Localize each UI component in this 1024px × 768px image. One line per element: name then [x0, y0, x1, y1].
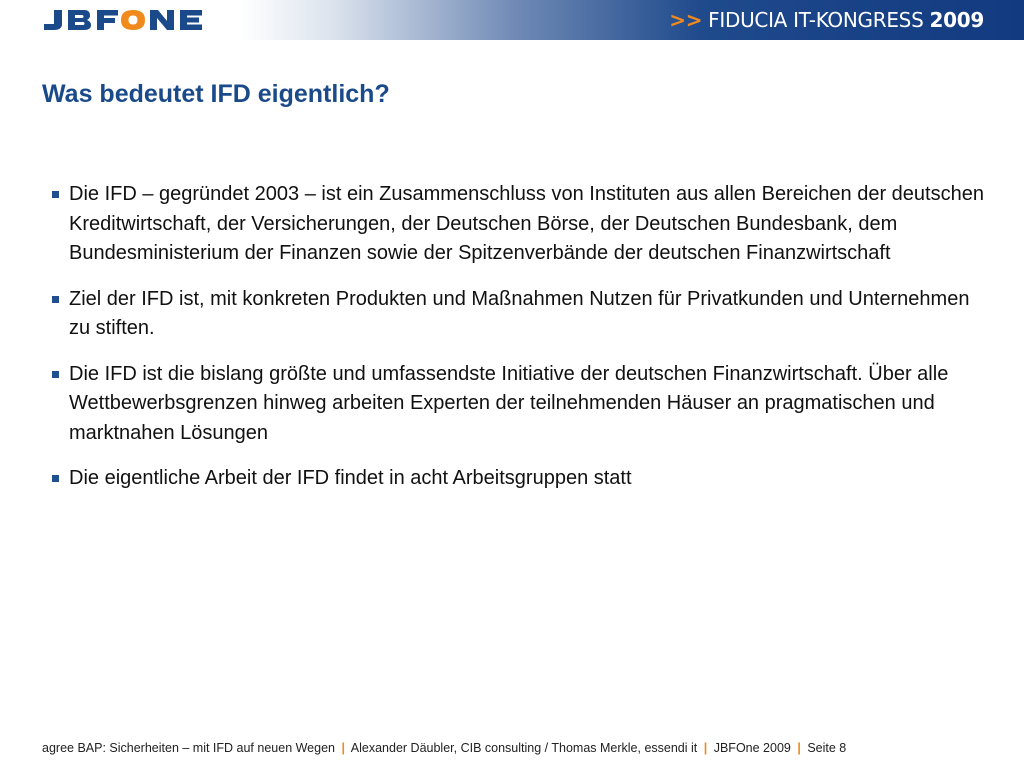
square-bullet-icon [52, 371, 59, 378]
bullet-item [52, 180, 992, 269]
slide-title: Was bedeutet IFD eigentlich? [42, 80, 390, 108]
congress-banner [669, 7, 984, 33]
bullet-text: Ziel der IFD ist, mit konkreten Produkten und Maßnahmen Nutzen für Privatkunden und Unternehmen zu stiften. [69, 287, 970, 339]
logo-text: JBFONE [40, 7, 44, 8]
footer [42, 741, 1002, 755]
footer-separator: | [797, 741, 801, 755]
footer-page-number: Seite 8 [807, 741, 847, 755]
congress-title: FIDUCIA IT-KONGRESS [708, 8, 924, 32]
bullet-text: Die IFD – gegründet 2003 – ist ein Zusammenschluss von Instituten aus allen Bereichen der deutschen Kreditwirtschaft, der Versicherungen, der Deutschen Börse, der Deutschen Bundesbank, dem Bundesministerium der Finanzen sowie der Spitzenverbände der deutschen Finanzwirtschaft [69, 183, 984, 264]
square-bullet-icon [52, 191, 59, 198]
bullet-text: Die eigentliche Arbeit der IFD findet in acht Arbeitsgruppen statt [69, 467, 632, 489]
congress-arrows: >> [669, 8, 703, 32]
bullet-item [52, 464, 992, 494]
square-bullet-icon [52, 296, 59, 303]
bullet-item [52, 285, 992, 344]
footer-separator: | [341, 741, 345, 755]
bullet-list [52, 180, 992, 510]
footer-event: JBFOne 2009 [713, 741, 791, 755]
bullet-text: Die IFD ist die bislang größte und umfassendste Initiative der deutschen Finanzwirtschaft. Über alle Wettbewerbsgrenzen hinweg arbeiten Experten der teilnehmenden Häuser an pragmatischen und marktnahen Lösungen [69, 362, 949, 444]
congress-year: 2009 [929, 8, 984, 32]
footer-separator: | [703, 741, 708, 755]
footer-topic: agree BAP: Sicherheiten – mit IFD auf neuen Wegen [42, 741, 335, 755]
bullet-item [52, 360, 992, 449]
header-bar [0, 0, 1024, 40]
jbfone-logo [40, 7, 210, 33]
footer-authors: Alexander Däubler, CIB consulting / Thomas Merkle, essendi it [350, 741, 698, 755]
square-bullet-icon [52, 475, 59, 482]
